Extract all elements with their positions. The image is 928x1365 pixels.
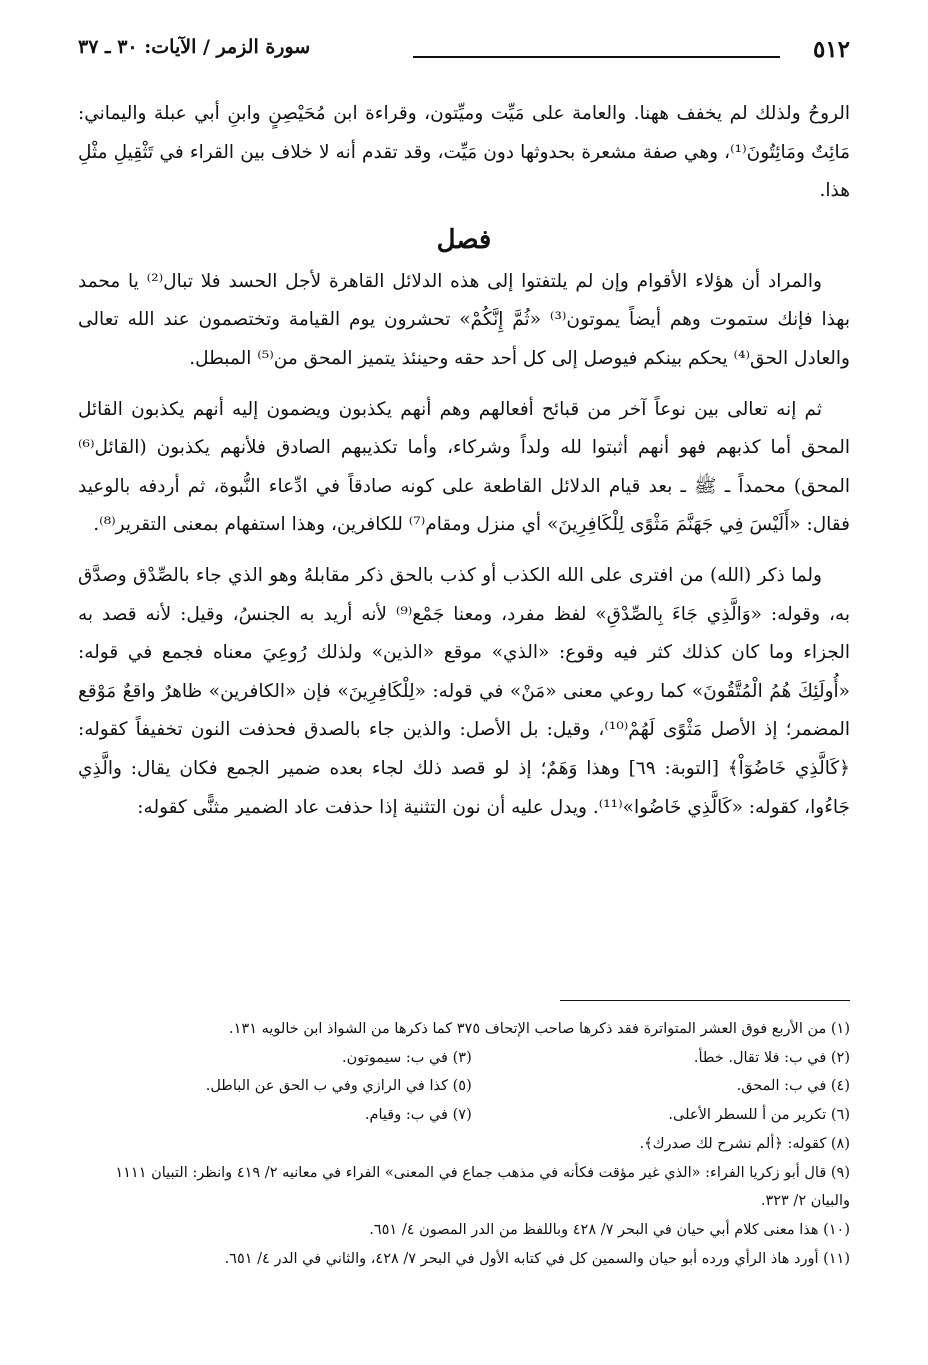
paragraph-3: ثم إنه تعالى بين نوعاً آخر من قبائح أفعالهم وهم أنهم يكذبون ويضمون إليه أنهم يكذبون القائل المحق أما كذبهم فهو أنهم أثبتوا لله ولداً وشركاء، وأما تكذيبهم الصادق فلأنهم يكذبون (القائل⁽⁶⁾ المحق) محمداً ـ ﷺ ـ بعد قيام الدلائل القاطعة على كونه صادقاً في ادِّعاء النُّبوة، ثم أردفه بالوعيد فقال: «أَلَيْسَ فِي جَهَنَّمَ مَثْوًى لِلْكَافِرِينَ» أي منزل ومقام⁽⁷⁾ للكافرين، وهذا استفهام بمعنى التقرير⁽⁸⁾. <box>78 398 850 536</box>
running-header <box>78 32 850 66</box>
footnote-7: (٧) في ب: وقيام. <box>364 1107 472 1124</box>
page-number: ٥١٢ <box>812 36 850 63</box>
paragraph-2: والمراد أن هؤلاء الأقوام وإن لم يلتفتوا إلى هذه الدلائل القاهرة لأجل الحسد فلا تبال⁽²⁾ يا محمد بهذا فإنك ستموت وهم أيضاً يموتون⁽³⁾ «ثُمَّ إِنَّكُمْ» تحشرون يوم القيامة وتختصمون عند الله تعالى والعادل الحق⁽⁴⁾ يحكم بينكم فيوصل إلى كل أحد حقه وحينئذ يتميز المحق من⁽⁵⁾ المبطل. <box>78 270 850 369</box>
section-heading: فصل <box>436 224 492 255</box>
footnote-8: (٨) كقوله: ﴿ألم نشرح لك صدرك﴾. <box>639 1135 850 1152</box>
main-text <box>78 95 850 827</box>
footnote-1: (١) من الأربع فوق العشر المتواترة فقد ذكرها صاحب الإتحاف ٣٧٥ كما ذكرها من الشواذ ابن خالويه ١٣١. <box>229 1021 850 1037</box>
footnote-2: (٢) في ب: فلا تقال. خطأ. <box>693 1049 850 1066</box>
header-title: سورة الزمر / الآيات: ٣٠ ـ ٣٧ <box>78 36 311 58</box>
footnote-9: (٩) قال أبو زكريا الفراء: «الذي غير مؤقت فكأنه في مذهب جماع في المعنى» الفراء في معانيه ٢/ ٤١٩ وانظر: التبيان ١١١١ والبيان ٢/ ٣٢٣. <box>115 1164 850 1210</box>
footnote-row <box>78 1044 850 1073</box>
footnote-row <box>78 1072 850 1101</box>
footnote-11: (١١) أورد هاذ الرأي ورده أبو حيان والسمين كل في كتابه الأول في البحر ٧/ ٤٢٨، والثاني في الدر ٤/ ٦٥١. <box>224 1250 850 1267</box>
header-rule <box>413 56 780 58</box>
paragraph-4: ولما ذكر (الله) من افترى على الله الكذب أو كذب بالحق ذكر مقابلهُ وهو الذي جاء بالصِّدْق وصدَّق به، وقوله: «وَالَّذِي جَاءَ بِالصِّدْقِ» لفظ مفرد، ومعنا جَمْع⁽⁹⁾ لأنه أريد به الجنسُ، وقيل: لأنه قصد به الجزاء وما كان كذلك كثر فيه وقوع: «الذي» موقع «الذين» ولذلك رُوعِيَ معناه فجمع في قوله: «أُولَئِكَ هُمُ الْمُتَّقُونَ» كما روعي معنى «مَنْ» في قوله: «لِلْكَافِرِينَ» فإن «الكافرين» ظاهرٌ واقعٌ مَوْقع المضمر؛ إذ الأصل مَثْوًى لَهُمْ⁽¹⁰⁾، وقيل: بل الأصل: والذين جاء بالصدق فحذفت النون تخفيفاً كقوله: ﴿كَالَّذِي خَاضُوٓاْ﴾ [التوبة: ٦٩] وهذا وَهَمٌ؛ إذ لو قصد ذلك لجاء بعده ضمير الجمع فكان يقال: والَّذِي جَاءُوا، كقوله: «كَالَّذِي خَاضُوا»⁽¹¹⁾. ويدل عليه أن نون التثنية إذا حذفت عاد الضمير مثنًّى كقوله: <box>78 564 851 818</box>
footnote-6: (٦) تكرير من أ للسطر الأعلى. <box>668 1107 850 1124</box>
footnote-10: (١٠) هذا معنى كلام أبي حيان في البحر ٧/ ٤٢٨ وباللفظ من الدر المصون ٤/ ٦٥١. <box>369 1221 850 1238</box>
footnote-separator <box>560 1000 850 1001</box>
footnote-4: (٤) في ب: المحق. <box>736 1078 850 1095</box>
footnote-row <box>78 1101 850 1130</box>
footnote-5: (٥) كذا في الرازي وفي ب الحق عن الباطل. <box>205 1078 472 1095</box>
paragraph-1: الروحُ ولذلك لم يخفف ههنا. والعامة على مَيِّت وميِّتون، وقراءة ابن مُحَيْصِنٍ وابنِ أبي عبلة واليماني: مَائِتٌ ومَائِتُونَ⁽¹⁾، وهي صفة مشعرة بحدوثها دون مَيِّت، وقد تقدم أنه لا خلاف بين القراء في تَثْقِيلِ مثْلِ هذا. <box>78 103 851 202</box>
footnote-3: (٣) في ب: سيموتون. <box>342 1049 472 1066</box>
footnotes <box>78 1015 850 1273</box>
